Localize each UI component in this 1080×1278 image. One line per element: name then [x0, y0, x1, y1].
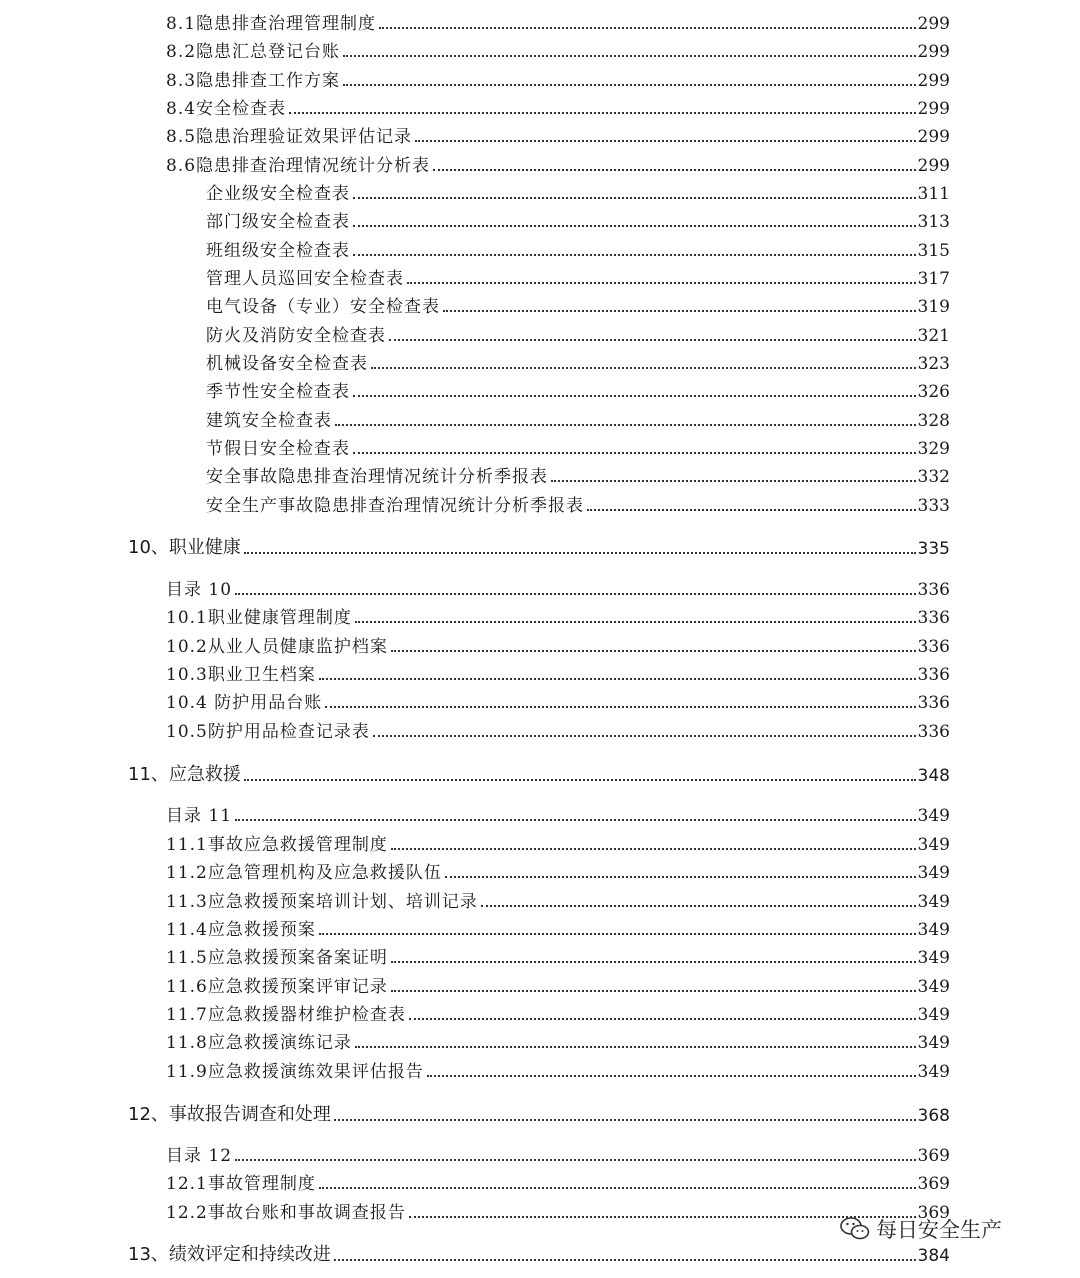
- toc-entry-title: 8.4安全检查表: [166, 99, 287, 119]
- dot-leader: [335, 424, 916, 426]
- dot-leader: [443, 310, 916, 312]
- toc-entry-title: 8.3隐患排查工作方案: [166, 71, 341, 91]
- watermark-text: 每日安全生产: [876, 1218, 1002, 1242]
- toc-entry-title: 管理人员巡回安全检查表: [206, 269, 404, 289]
- toc-entry-page: 299: [917, 42, 950, 62]
- dot-leader: [587, 509, 916, 511]
- toc-entry: [206, 376, 950, 402]
- toc-entry-page: 336: [917, 722, 950, 742]
- toc-entry-title: 安全事故隐患排查治理情况统计分析季报表: [206, 467, 548, 487]
- toc-entry-title: 8.6隐患排查治理情况统计分析表: [166, 156, 431, 176]
- toc-entry-page: 332: [917, 467, 950, 487]
- toc-chapter-entry: [128, 533, 950, 559]
- toc-entry-page: 323: [917, 354, 950, 374]
- dot-leader: [433, 169, 916, 171]
- toc-entry-title: 12.1事故管理制度: [166, 1174, 316, 1194]
- toc-entry-title: 电气设备（专业）安全检查表: [206, 297, 440, 317]
- dot-leader: [551, 480, 916, 482]
- toc-entry-title: 机械设备安全检查表: [206, 354, 368, 374]
- toc-entry-page: 349: [917, 835, 950, 855]
- toc-entry-page: 348: [917, 766, 950, 786]
- toc-entry: [166, 1056, 950, 1082]
- toc-entry: [206, 490, 950, 516]
- dot-leader: [319, 678, 916, 680]
- toc-entry-page: 369: [917, 1146, 950, 1166]
- toc-entry-title: 11.9应急救援演练效果评估报告: [166, 1062, 424, 1082]
- dot-leader: [427, 1075, 916, 1077]
- toc-entry-page: 336: [917, 608, 950, 628]
- toc-entry-title: 8.2隐患汇总登记台账: [166, 42, 341, 62]
- toc-entry-title: 10.1职业健康管理制度: [166, 608, 352, 628]
- toc-entry: [166, 659, 950, 685]
- dot-leader: [325, 706, 915, 708]
- dot-leader: [319, 933, 916, 935]
- toc-entry-page: 349: [917, 806, 950, 826]
- dot-leader: [244, 552, 916, 554]
- toc-entry-title: 11.2应急管理机构及应急救援队伍: [166, 863, 442, 883]
- toc-entry-page: 299: [917, 156, 950, 176]
- dot-leader: [355, 621, 916, 623]
- toc-entry-title: 8.1隐患排查治理管理制度: [166, 14, 377, 34]
- toc-entry-page: 335: [917, 539, 950, 559]
- toc-entry-page: 349: [917, 920, 950, 940]
- toc-entry-title: 10.5防护用品检查记录表: [166, 722, 370, 742]
- toc-entry-title: 11.3应急救援预案培训计划、培训记录: [166, 892, 478, 912]
- dot-leader: [373, 735, 916, 737]
- dot-leader: [343, 55, 916, 57]
- dot-leader: [353, 197, 916, 199]
- toc-entry-title: 建筑安全检查表: [206, 411, 332, 431]
- toc-entry-page: 349: [917, 1033, 950, 1053]
- toc-entry: [206, 433, 950, 459]
- toc-entry-page: 299: [917, 99, 950, 119]
- dot-leader: [235, 593, 916, 595]
- toc-entry-page: 369: [917, 1203, 950, 1223]
- toc-entry-title: 目录 10: [166, 580, 233, 600]
- toc-entry: [166, 631, 950, 657]
- dot-leader: [391, 848, 916, 850]
- dot-leader: [391, 650, 916, 652]
- dot-leader: [235, 819, 916, 821]
- dot-leader: [353, 254, 916, 256]
- toc-entry-page: 321: [917, 326, 950, 346]
- toc-entry-page: 349: [917, 892, 950, 912]
- toc-entry: [206, 348, 950, 374]
- toc-entry-page: 349: [917, 863, 950, 883]
- toc-entry-page: 329: [917, 439, 950, 459]
- dot-leader: [353, 395, 916, 397]
- toc-entry: [206, 291, 950, 317]
- dot-leader: [445, 876, 916, 878]
- dot-leader: [353, 452, 916, 454]
- dot-leader: [409, 1018, 916, 1020]
- watermark: [840, 1214, 1002, 1244]
- toc-entry: [166, 93, 950, 119]
- toc-entry: [166, 36, 950, 62]
- toc-entry-page: 328: [917, 411, 950, 431]
- toc-entry-title: 季节性安全检查表: [206, 382, 350, 402]
- toc-entry-title: 11.5应急救援预案备案证明: [166, 948, 388, 968]
- toc-entry: [166, 150, 950, 176]
- toc-entry: [166, 800, 950, 826]
- toc-entry: [166, 1168, 950, 1194]
- toc-entry-title: 11.7应急救援器材维护检查表: [166, 1005, 406, 1025]
- toc-entry: [166, 602, 950, 628]
- toc-entry-title: 8.5隐患治理验证效果评估记录: [166, 127, 413, 147]
- toc-entry-page: 299: [917, 14, 950, 34]
- toc-entry: [166, 942, 950, 968]
- toc-entry-page: 336: [917, 665, 950, 685]
- toc-entry: [166, 1027, 950, 1053]
- toc-entry: [206, 235, 950, 261]
- toc-entry-page: 336: [917, 580, 950, 600]
- dot-leader: [481, 905, 916, 907]
- toc-entry: [166, 999, 950, 1025]
- toc-entry-title: 安全生产事故隐患排查治理情况统计分析季报表: [206, 496, 584, 516]
- toc-entry: [206, 320, 950, 346]
- toc-entry: [206, 178, 950, 204]
- toc-entry-title: 11、应急救援: [128, 764, 241, 785]
- toc-entry: [206, 405, 950, 431]
- toc-entry-title: 10.4 防护用品台账: [166, 693, 323, 713]
- toc-entry-page: 317: [917, 269, 950, 289]
- dot-leader: [343, 84, 916, 86]
- dot-leader: [334, 1259, 916, 1261]
- dot-leader: [334, 1119, 916, 1121]
- toc-chapter-entry: [128, 1100, 950, 1126]
- toc-entry-page: 368: [917, 1106, 950, 1126]
- toc-entry-page: 299: [917, 127, 950, 147]
- toc-entry-title: 13、绩效评定和持续改进: [128, 1244, 331, 1265]
- wechat-icon: [840, 1216, 870, 1242]
- toc-entry: [166, 65, 950, 91]
- toc-entry-title: 10.3职业卫生档案: [166, 665, 316, 685]
- toc-entry-page: 313: [917, 212, 950, 232]
- toc-entry-title: 11.8应急救援演练记录: [166, 1033, 352, 1053]
- toc-entry: [166, 1140, 950, 1166]
- toc-entry-page: 299: [917, 71, 950, 91]
- toc-entry-page: 336: [917, 637, 950, 657]
- dot-leader: [379, 27, 916, 29]
- toc-entry-page: 319: [917, 297, 950, 317]
- toc-entry: [166, 716, 950, 742]
- toc-entry: [166, 121, 950, 147]
- toc-entry-page: 349: [917, 948, 950, 968]
- toc-entry: [166, 857, 950, 883]
- toc-entry-page: 336: [917, 693, 950, 713]
- dot-leader: [319, 1187, 916, 1189]
- toc-entry: [166, 1197, 950, 1223]
- dot-leader: [391, 961, 916, 963]
- dot-leader: [289, 112, 916, 114]
- toc-entry-page: 315: [917, 241, 950, 261]
- toc-entry: [166, 971, 950, 997]
- toc-entry-title: 11.4应急救援预案: [166, 920, 316, 940]
- toc-entry-page: 333: [917, 496, 950, 516]
- toc-entry: [206, 461, 950, 487]
- toc-entry: [166, 574, 950, 600]
- toc-entry: [166, 8, 950, 34]
- toc-entry: [166, 829, 950, 855]
- toc-entry-title: 目录 11: [166, 806, 233, 826]
- toc-entry-page: 369: [917, 1174, 950, 1194]
- toc-entry-title: 目录 12: [166, 1146, 233, 1166]
- toc-entry-title: 11.6应急救援预案评审记录: [166, 977, 388, 997]
- toc-entry: [206, 263, 950, 289]
- toc-entry-title: 防火及消防安全检查表: [206, 326, 386, 346]
- dot-leader: [353, 225, 916, 227]
- dot-leader: [235, 1159, 916, 1161]
- toc-entry-title: 12、事故报告调查和处理: [128, 1104, 331, 1125]
- toc-entry-title: 12.2事故台账和事故调查报告: [166, 1203, 406, 1223]
- toc-entry-page: 349: [917, 1062, 950, 1082]
- toc-entry-page: 349: [917, 1005, 950, 1025]
- dot-leader: [244, 779, 916, 781]
- toc-chapter-entry: [128, 760, 950, 786]
- toc-entry: [166, 914, 950, 940]
- toc-entry: [206, 206, 950, 232]
- toc-entry: [166, 687, 950, 713]
- dot-leader: [389, 339, 916, 341]
- toc-entry-page: 384: [917, 1246, 950, 1266]
- toc-entry-title: 11.1事故应急救援管理制度: [166, 835, 388, 855]
- toc-entry-page: 349: [917, 977, 950, 997]
- dot-leader: [371, 367, 916, 369]
- dot-leader: [355, 1046, 916, 1048]
- toc-entry: [166, 886, 950, 912]
- toc-entry-title: 班组级安全检查表: [206, 241, 350, 261]
- toc-entry-title: 10.2从业人员健康监护档案: [166, 637, 388, 657]
- toc-entry-page: 326: [917, 382, 950, 402]
- dot-leader: [415, 140, 916, 142]
- toc-entry-title: 10、职业健康: [128, 537, 241, 558]
- toc-entry-title: 节假日安全检查表: [206, 439, 350, 459]
- toc-entry-title: 部门级安全检查表: [206, 212, 350, 232]
- toc-entry-title: 企业级安全检查表: [206, 184, 350, 204]
- dot-leader: [391, 990, 916, 992]
- dot-leader: [407, 282, 916, 284]
- toc-entry-page: 311: [917, 184, 950, 204]
- toc-chapter-entry: [128, 1240, 950, 1266]
